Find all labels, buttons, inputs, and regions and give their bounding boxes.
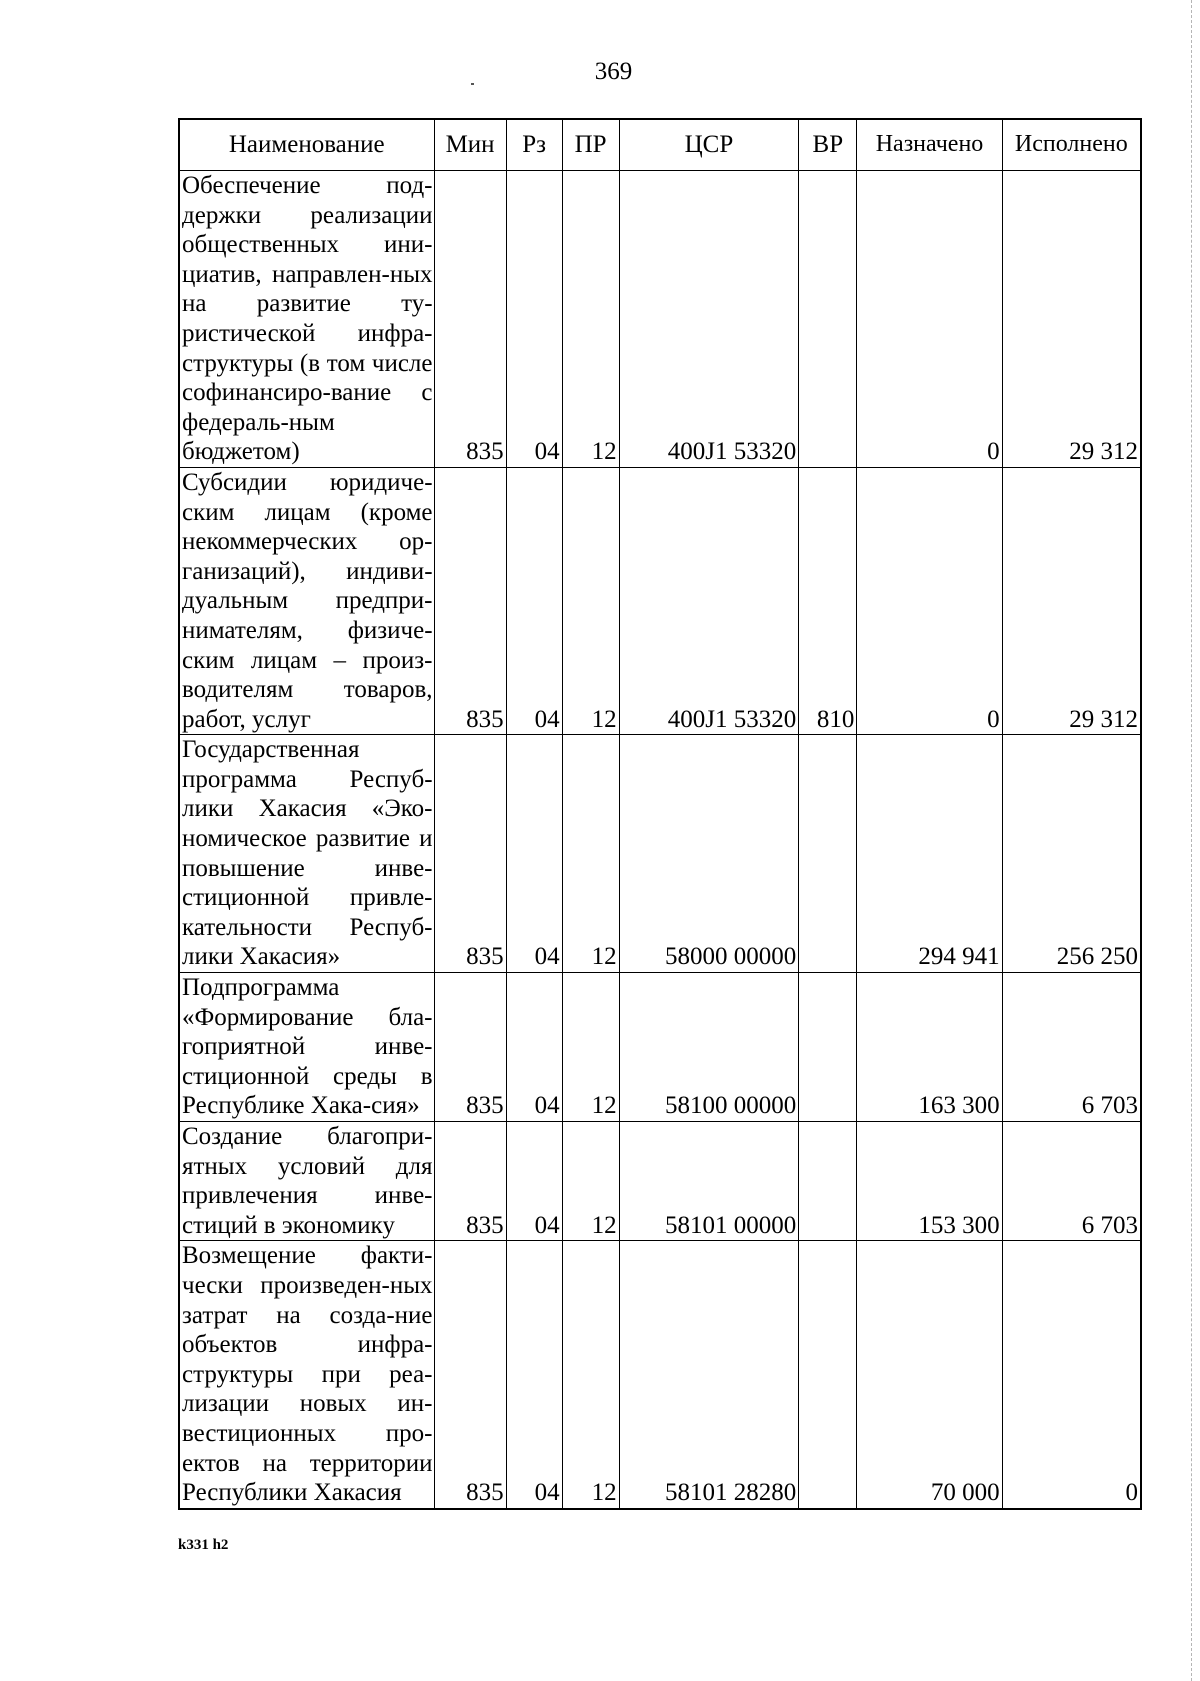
row-name: Возмещение факти-чески произведен-ных затрат на созда-ние объектов инфра-структуры при реа-лизации новых ин-вестиционных про-ектов на территории Республики Хакасия xyxy=(179,1241,434,1509)
row-executed: 29 312 xyxy=(1002,467,1141,734)
header-pr: ПР xyxy=(562,119,619,171)
row-executed: 29 312 xyxy=(1002,171,1141,468)
row-csr: 400J1 53320 xyxy=(619,467,799,734)
row-vr xyxy=(799,973,857,1122)
table-row xyxy=(179,973,1141,1122)
row-rz: 04 xyxy=(506,1241,562,1509)
row-min: 835 xyxy=(434,171,506,468)
row-assigned: 163 300 xyxy=(857,973,1002,1122)
row-pr: 12 xyxy=(562,171,619,468)
row-min: 835 xyxy=(434,735,506,973)
row-executed: 6 703 xyxy=(1002,1122,1141,1241)
row-min: 835 xyxy=(434,1241,506,1509)
header-csr: ЦСР xyxy=(619,119,799,171)
scan-edge-line xyxy=(1191,0,1192,1681)
row-rz: 04 xyxy=(506,1122,562,1241)
row-pr: 12 xyxy=(562,735,619,973)
row-csr: 58101 00000 xyxy=(619,1122,799,1241)
row-pr: 12 xyxy=(562,973,619,1122)
row-assigned: 294 941 xyxy=(857,735,1002,973)
row-csr: 58000 00000 xyxy=(619,735,799,973)
row-name: Создание благопри-ятных условий для привлечения инве-стиций в экономику xyxy=(179,1122,434,1241)
row-vr xyxy=(799,735,857,973)
scan-speck xyxy=(471,83,474,85)
row-csr: 58100 00000 xyxy=(619,973,799,1122)
row-rz: 04 xyxy=(506,467,562,734)
header-vr: ВР xyxy=(799,119,857,171)
header-name: Наименование xyxy=(179,119,434,171)
table-row xyxy=(179,467,1141,734)
row-assigned: 70 000 xyxy=(857,1241,1002,1509)
row-vr xyxy=(799,1122,857,1241)
row-executed: 0 xyxy=(1002,1241,1141,1509)
header-executed: Исполнено xyxy=(1002,119,1141,171)
row-name: Обеспечение под-держки реализации общественных ини-циатив, направлен-ных на развитие ту-ристической инфра-структуры (в том числе софинансиро-вание с федераль-ным бюджетом) xyxy=(179,171,434,468)
row-executed: 6 703 xyxy=(1002,973,1141,1122)
row-executed: 256 250 xyxy=(1002,735,1141,973)
row-assigned: 0 xyxy=(857,467,1002,734)
row-rz: 04 xyxy=(506,973,562,1122)
header-assigned: Назначено xyxy=(857,119,1002,171)
header-min: Мин xyxy=(434,119,506,171)
row-csr: 400J1 53320 xyxy=(619,171,799,468)
row-rz: 04 xyxy=(506,735,562,973)
row-assigned: 0 xyxy=(857,171,1002,468)
row-vr xyxy=(799,171,857,468)
row-pr: 12 xyxy=(562,1241,619,1509)
table-row xyxy=(179,1122,1141,1241)
row-name: Субсидии юридиче-ским лицам (кроме некоммерческих ор-ганизаций), индиви-дуальным предпри-нимателям, физиче-ским лицам – произ-водителям товаров, работ, услуг xyxy=(179,467,434,734)
row-min: 835 xyxy=(434,467,506,734)
budget-table xyxy=(178,118,1142,1510)
row-name: Государственная программа Респуб-лики Хакасия «Эко-номическое развитие и повышение инве-стиционной привле-кательности Респуб-лики Хакасия» xyxy=(179,735,434,973)
row-pr: 12 xyxy=(562,1122,619,1241)
row-vr xyxy=(799,1241,857,1509)
row-name: Подпрограмма «Формирование бла-гоприятной инве-стиционной среды в Республике Хака-сия» xyxy=(179,973,434,1122)
row-pr: 12 xyxy=(562,467,619,734)
page-number: 369 xyxy=(594,58,633,85)
table-row xyxy=(179,735,1141,973)
row-vr: 810 xyxy=(799,467,857,734)
table-header-row xyxy=(179,119,1141,171)
row-min: 835 xyxy=(434,1122,506,1241)
footer-code: k331 h2 xyxy=(178,1537,229,1553)
row-assigned: 153 300 xyxy=(857,1122,1002,1241)
row-csr: 58101 28280 xyxy=(619,1241,799,1509)
row-min: 835 xyxy=(434,973,506,1122)
table-row xyxy=(179,171,1141,468)
row-rz: 04 xyxy=(506,171,562,468)
table-row xyxy=(179,1241,1141,1509)
header-rz: Рз xyxy=(506,119,562,171)
